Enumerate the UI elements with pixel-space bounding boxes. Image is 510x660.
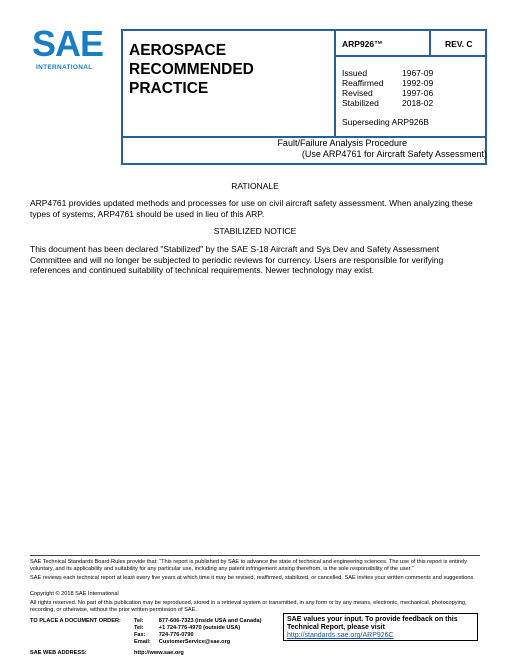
- document-type-title: [123, 31, 336, 136]
- contact-value: 724-776-0790: [158, 632, 194, 638]
- document-number: ARP926™: [336, 31, 431, 57]
- document-subject: [121, 138, 487, 160]
- order-label: TO PLACE A DOCUMENT ORDER:: [30, 618, 121, 624]
- web-address[interactable]: http://www.sae.org: [134, 650, 184, 656]
- stabilized-heading: STABILIZED NOTICE: [213, 226, 297, 236]
- sae-logo: [32, 23, 104, 74]
- contact-value: +1 724-776-4970 (outside USA): [158, 625, 241, 631]
- stabilized-text: This document has been declared "Stabilized" by the SAE S-18 Aircraft and Sys Dev and Safety Assessment Committee and will no longer be subjected to periodic reviews for currency. Users are responsible for verifying references and continued suitability of technical requirements. Newer technology may exist.: [30, 244, 444, 275]
- subject-line-2: (Use ARP4761 for Aircraft Safety Assessment): [301, 149, 487, 159]
- date-label: Revised: [342, 88, 373, 98]
- date-value: 1967-09: [402, 68, 434, 78]
- feedback-box: [283, 613, 478, 641]
- rights-notice: All rights reserved. No part of this publication may be reproduced, stored in a retrieval system or transmitted, in any form or by any means, electronic, mechanical, photocopying, recording, or otherwise, without the prior written permission of SAE.: [30, 600, 467, 613]
- contact-label: Fax:: [134, 632, 146, 638]
- logo-brand: SAE: [32, 23, 104, 64]
- feedback-text: SAE values your input. To provide feedback on this Technical Report, please visit: [287, 616, 458, 631]
- review-notice: SAE reviews each technical report at least every five years at which time it may be revised, reaffirmed, stabilized, or cancelled. SAE invites your written comments and suggestions.: [30, 575, 475, 581]
- date-row: [342, 98, 482, 108]
- feedback-link[interactable]: http://standards.sae.org/ARP926C: [287, 632, 394, 639]
- rationale-heading: RATIONALE: [231, 181, 279, 191]
- rationale-text: ARP4761 provides updated methods and processes for use on civil aircraft safety assessment. When analyzing these types of systems, ARP4761 should be used in lieu of this ARP.: [30, 198, 473, 219]
- date-label: Reaffirmed: [342, 78, 384, 88]
- date-value: 1997-06: [402, 88, 434, 98]
- contact-value: 877-606-7323 (inside USA and Canada): [158, 618, 262, 624]
- date-row: [342, 88, 482, 98]
- date-row: [342, 78, 482, 88]
- date-value: 2018-02: [402, 98, 434, 108]
- web-label: SAE WEB ADDRESS:: [30, 650, 87, 656]
- copyright: Copyright © 2018 SAE International: [30, 591, 119, 597]
- date-label: Issued: [342, 68, 368, 78]
- tsb-rules: SAE Technical Standards Board Rules provide that: “This report is published by SAE to advance the state of technical and engineering sciences. The use of this report is entirely voluntary, and its applicability and suitability for any particular use, including any patent infringement arising therefrom, is the sole responsibility of the user.”: [30, 559, 467, 572]
- contact-label: Email:: [134, 639, 151, 645]
- contact-label: Tel:: [134, 625, 144, 631]
- date-value: 1992-09: [402, 78, 434, 88]
- revision-label: REV. C: [431, 31, 485, 57]
- title-line-2: RECOMMENDED PRACTICE: [129, 61, 254, 97]
- order-contacts: [30, 618, 270, 657]
- date-label: Stabilized: [342, 98, 379, 108]
- contact-value[interactable]: CustomerService@sae.org: [158, 639, 231, 645]
- date-row: [342, 68, 482, 78]
- date-history: [342, 68, 482, 108]
- footer-rule: [30, 555, 480, 556]
- contact-label: Tel:: [134, 618, 144, 624]
- superseding-note: Superseding ARP926B: [342, 117, 429, 127]
- subject-line-1: Fault/Failure Analysis Procedure: [277, 138, 407, 148]
- title-line-1: AEROSPACE: [129, 42, 227, 59]
- logo-subtitle: INTERNATIONAL: [36, 64, 93, 71]
